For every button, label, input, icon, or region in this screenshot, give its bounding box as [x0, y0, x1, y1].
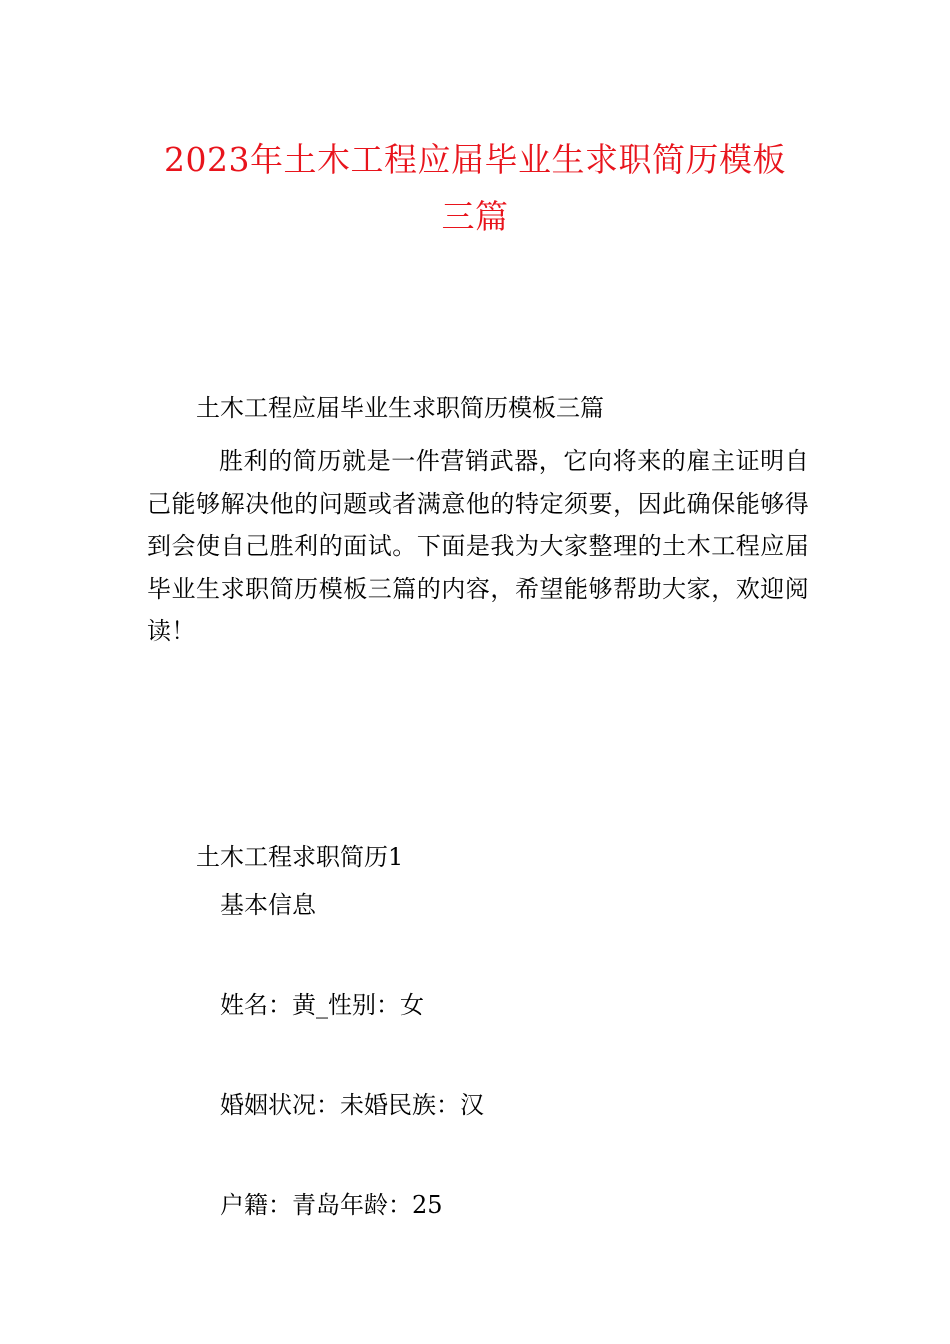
- intro-paragraph: 胜利的简历就是一件营销武器，它向将来的雇主证明自己能够解决他的问题或者满意他的特定须要，因此确保能够得到会使自己胜利的面试。下面是我为大家整理的土木工程应届毕业生求职简历模板三篇的内容，希望能够帮助大家，欢迎阅读！: [147, 447, 809, 645]
- document-subtitle: 土木工程应届毕业生求职简历模板三篇: [196, 394, 604, 422]
- basic-info-heading: 基本信息: [220, 891, 316, 919]
- document-title-line-2: 三篇: [441, 197, 509, 236]
- section-title: 土木工程求职简历1: [196, 843, 404, 871]
- info-line-marital-ethnicity: 婚姻状况：未婚民族：汉: [220, 1091, 484, 1119]
- info-line-name-gender: 姓名：黄_性别：女: [220, 991, 424, 1019]
- document-title-line-1: 2023年土木工程应届毕业生求职简历模板: [164, 140, 786, 179]
- info-line-hometown-age: 户籍：青岛年龄：25: [220, 1191, 443, 1219]
